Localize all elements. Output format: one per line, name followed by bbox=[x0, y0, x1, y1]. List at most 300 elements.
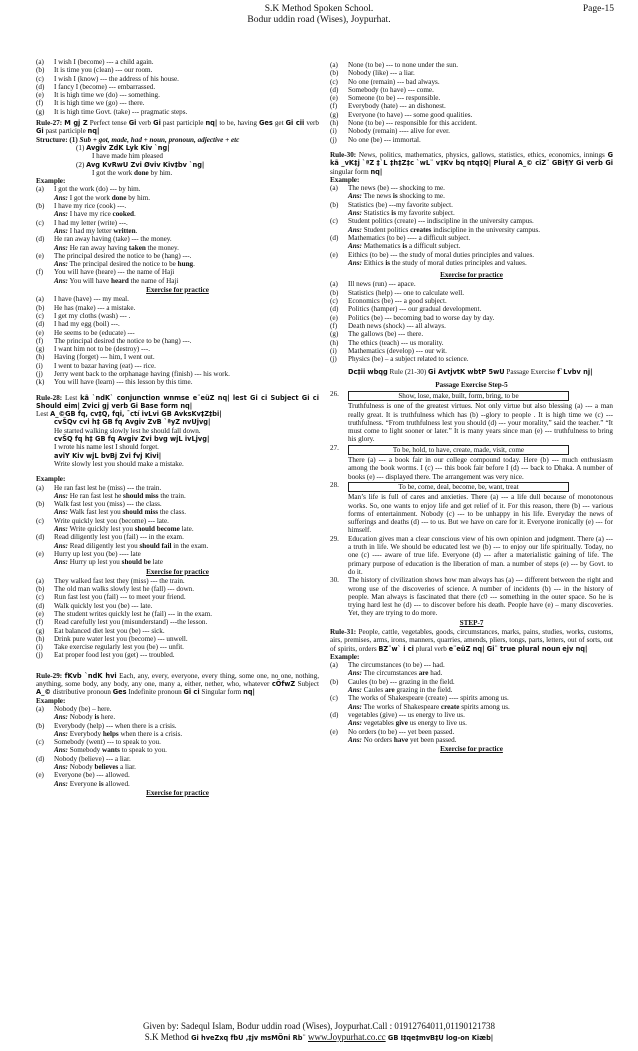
answer-post: spirits among us. bbox=[459, 702, 510, 711]
rule-27-bn-6: Gi cii bbox=[285, 119, 305, 128]
item-key: (f) bbox=[36, 336, 44, 345]
answer-pre: Student politics bbox=[363, 225, 411, 234]
list-item bbox=[36, 58, 319, 66]
item-text: Walk fast lest you (miss) --- the class. bbox=[54, 500, 162, 509]
answer-label: Ans: bbox=[348, 719, 362, 728]
item-text: The ethics (teach) --- us morality. bbox=[348, 338, 444, 347]
answer-line bbox=[36, 492, 319, 500]
answer-pre: Statistics bbox=[363, 209, 392, 218]
item-text: You will have (learn) --- this lesson by this time. bbox=[54, 378, 193, 387]
list-item bbox=[36, 329, 319, 337]
item-text: Economics (be) --- a good subject. bbox=[348, 297, 447, 306]
passage-30 bbox=[330, 576, 613, 617]
list-item bbox=[36, 185, 319, 193]
left-column bbox=[36, 58, 319, 798]
list-item bbox=[36, 610, 319, 618]
passage-27-body bbox=[348, 444, 613, 481]
item-key: (c) bbox=[36, 311, 44, 320]
rule-28-bn-3: A_©GB fq, cv‡Q, fqi, ¯ctí ivLvi GB AvksKv‡Z‡bi| bbox=[50, 410, 222, 419]
answer-label: Ans: bbox=[348, 686, 362, 695]
rule-30-en-2: singular form bbox=[330, 167, 369, 176]
list-item bbox=[36, 370, 319, 378]
answer-line bbox=[36, 260, 319, 268]
list-item bbox=[36, 577, 319, 585]
answer-key-word: creates bbox=[410, 225, 432, 234]
item-key: (b) bbox=[36, 585, 45, 594]
answer-pre: Mathematics bbox=[363, 242, 403, 251]
item-text: Hurry up lest you (be) ---- late bbox=[54, 549, 141, 558]
list-item bbox=[36, 304, 319, 312]
answer-post: when there is a crisis. bbox=[118, 729, 183, 738]
item-text: I wish I (become) --- a child again. bbox=[54, 58, 154, 66]
answer-key-word: is bbox=[94, 713, 100, 722]
item-text: Everybody (help) --- when there is a crisis. bbox=[54, 721, 177, 730]
item-text: Somebody (went) --- to speak to you. bbox=[54, 738, 161, 747]
answer-key-word: should miss bbox=[122, 508, 159, 517]
structure-2-en-a: I got the work bbox=[92, 168, 135, 177]
answer-line bbox=[330, 209, 613, 217]
item-key: (a) bbox=[36, 185, 44, 194]
rule-31-en-2: plural verb bbox=[415, 644, 447, 653]
rule-27 bbox=[36, 119, 319, 136]
item-text: I wish I (know) --- the address of his house. bbox=[54, 74, 179, 83]
rule-29-bn-3: A_© bbox=[36, 688, 51, 697]
item-text: The circumstances (to be) --- had. bbox=[348, 661, 445, 670]
item-key: (g) bbox=[36, 107, 45, 116]
answer-key-word: create bbox=[440, 702, 460, 711]
item-text: Jerry went back to the orphanage having (finish) --- his work. bbox=[54, 369, 230, 378]
practice-heading-29: Exercise for practice bbox=[146, 788, 209, 797]
item-key: (e) bbox=[330, 94, 338, 103]
item-text: Run fast lest you (fail) --- to meet your friend. bbox=[54, 593, 186, 602]
structure-label: Structure: (1) bbox=[36, 135, 78, 144]
practice-heading-28: Exercise for practice bbox=[146, 567, 209, 576]
item-key: (b) bbox=[36, 721, 45, 730]
rule-30-bn-3: nq| bbox=[370, 167, 383, 176]
rule-31-bn-2: e¨eüZ nq| Gi¨ true plural noun bbox=[448, 644, 561, 653]
rule-27-bn-2: Gi bbox=[128, 119, 137, 128]
example-heading: Example: bbox=[36, 177, 66, 186]
rule-31-en-1: People, cattle, vegetables, goods, circumstances, marks, pains, studies, works, customs, airs, premises, arms, irons, manners, quarries, amends, pliers, tongs, parts, letters, out of sorts, out of spirits, orders bbox=[330, 628, 613, 653]
item-text: It is high time we (go) --- there. bbox=[54, 99, 145, 108]
answer-post: us energy to live us. bbox=[407, 719, 467, 728]
item-key: (g) bbox=[36, 626, 45, 635]
item-key: (e) bbox=[330, 313, 338, 322]
rule-27-text-7: past participle bbox=[45, 127, 86, 136]
list-item bbox=[330, 86, 613, 94]
item-key: (j) bbox=[36, 369, 43, 378]
item-key: (b) bbox=[36, 202, 45, 211]
example-heading-28: Example: bbox=[36, 475, 66, 484]
list-item bbox=[36, 593, 319, 601]
passage-28-number: 28. bbox=[330, 480, 339, 489]
rule-30-en-1: News, politics, mathematics, physics, gallows, statistics, ethics, economics, innings bbox=[358, 150, 605, 159]
item-text: No one (be) --- immortal. bbox=[348, 135, 421, 144]
item-key: (c) bbox=[330, 297, 338, 306]
item-text: No orders (to be) --- yet been passed. bbox=[348, 727, 455, 736]
item-text: I went to bazar having (eat) --- rice. bbox=[54, 361, 156, 370]
answer-line bbox=[36, 194, 319, 202]
item-text: He seems to be (educate) --- bbox=[54, 328, 135, 337]
rule-27-text-2: verb bbox=[138, 119, 152, 128]
answer-pre: I got the work bbox=[69, 193, 112, 202]
structure-text: Sub + got, made, had + noun, pronoun, adjective + etc bbox=[79, 135, 240, 144]
item-text: Physics (be) – a subject related to science. bbox=[348, 355, 469, 364]
answer-key-word: is bbox=[391, 209, 397, 218]
item-text: Mathematics (to be) ---- a difficult subject. bbox=[348, 233, 471, 242]
answer-key-word: is bbox=[392, 192, 398, 201]
list-item bbox=[36, 602, 319, 610]
answer-post: the train. bbox=[158, 491, 186, 500]
item-key: (e) bbox=[36, 549, 44, 558]
list-item bbox=[330, 678, 613, 686]
answer-line bbox=[330, 719, 613, 727]
answer-line bbox=[330, 686, 613, 694]
answer-pre: Caules bbox=[363, 686, 385, 695]
item-key: (b) bbox=[36, 303, 45, 312]
item-text: Politics (hamper) --- our gradual development. bbox=[348, 305, 482, 314]
answer-label: Ans: bbox=[348, 702, 362, 711]
answer-line bbox=[36, 763, 319, 771]
page-header bbox=[0, 4, 638, 26]
item-text: Student politics (create) --- indiscipline in the university campus. bbox=[348, 217, 534, 226]
footer-bn-2: GB I‡qe‡mvB‡U log-on Kiæb| bbox=[387, 1034, 494, 1042]
item-key: (e) bbox=[36, 91, 44, 100]
item-key: (d) bbox=[36, 82, 45, 91]
answer-post: by him. bbox=[126, 193, 151, 202]
item-key: (a) bbox=[330, 661, 338, 670]
answer-post: to speak to you. bbox=[119, 746, 167, 755]
item-key: (b) bbox=[330, 69, 339, 78]
item-text: I got the work (do) --- by him. bbox=[54, 185, 141, 194]
rule-28-en-3: Write slowly lest you should make a mistake. bbox=[54, 459, 184, 468]
example-heading-31: Example: bbox=[330, 652, 360, 661]
passage-26-number: 26. bbox=[330, 389, 339, 398]
answer-post: late. bbox=[179, 525, 194, 534]
answer-post: in the exam. bbox=[171, 541, 209, 550]
answer-key-word: hung bbox=[177, 260, 194, 269]
list-item bbox=[330, 347, 613, 355]
answer-post: the money. bbox=[145, 243, 179, 252]
passage-heading: Passage Exercise Step-5 bbox=[435, 380, 508, 389]
item-key: (a) bbox=[36, 704, 44, 713]
answer-pre: Walk fast lest you bbox=[69, 508, 123, 517]
answer-key-word: are bbox=[418, 669, 429, 678]
item-key: (e) bbox=[330, 250, 338, 259]
list-item bbox=[36, 378, 319, 386]
structure-line bbox=[36, 136, 319, 144]
list-item bbox=[330, 355, 613, 363]
item-text: The student writes quickly lest he (fail) --- in the exam. bbox=[54, 610, 213, 618]
passage-29 bbox=[330, 535, 613, 576]
rule-29-en-1: Each, any, every, everyone, every thing, some one, no one, nothing, anything, some body, any body, any one, many a, either, nether, who, whatever bbox=[36, 671, 319, 689]
item-key: (a) bbox=[36, 483, 44, 492]
answer-label: Ans: bbox=[54, 491, 68, 500]
answer-post: here. bbox=[99, 713, 116, 722]
answer-pre: Somebody bbox=[69, 746, 103, 755]
answer-line bbox=[36, 730, 319, 738]
answer-label: Ans: bbox=[54, 713, 68, 722]
item-text: Read diligently lest you (fail) --- in the exam. bbox=[54, 533, 184, 542]
answer-label: Ans: bbox=[54, 260, 68, 269]
answer-post: had. bbox=[428, 669, 443, 678]
rule-27-examples bbox=[36, 185, 319, 285]
rule-29-label: Rule-29: bbox=[36, 671, 63, 680]
list-item bbox=[36, 585, 319, 593]
rule-28-label: Rule-28: bbox=[36, 393, 63, 402]
item-text: Eat balanced diet lest you (be) --- sick. bbox=[54, 626, 165, 635]
list-item bbox=[36, 533, 319, 541]
item-key: (d) bbox=[36, 754, 45, 763]
item-key: (h) bbox=[36, 634, 45, 643]
list-item bbox=[36, 75, 319, 83]
item-text: The principal desired the notice to be (hang) ---. bbox=[54, 336, 192, 345]
item-text: He has (make) --- a mistake. bbox=[54, 303, 136, 312]
list-item bbox=[330, 280, 613, 288]
answer-key-word: are bbox=[384, 686, 395, 695]
rule-28-en-2: I wrote his name lest I should forget. bbox=[54, 443, 159, 452]
rule-29-bn-2: cÖfwZ bbox=[271, 680, 296, 689]
rule-27-bn-5: Ges bbox=[258, 119, 273, 128]
list-item bbox=[330, 111, 613, 119]
answer-pre: Nobody bbox=[69, 763, 95, 772]
rule-28-bn-4: cvŠQv cvi h‡ GB fq Avgiv ZvB `ªyZ nvUjvg| bbox=[54, 418, 211, 427]
item-text: Everyone (to have) --- some good qualities. bbox=[348, 110, 473, 119]
item-key: (f) bbox=[330, 102, 338, 111]
item-text: Eat proper food lest you (get) --- troubled. bbox=[54, 651, 175, 660]
list-item bbox=[330, 234, 613, 242]
rule-27-bn-3: Gi bbox=[153, 119, 161, 128]
item-key: (c) bbox=[330, 217, 338, 226]
item-text: I get my cloths (wash) --- . bbox=[54, 311, 131, 320]
item-key: (j) bbox=[36, 651, 43, 660]
item-text: Drink pure water lest you (become) --- unwell. bbox=[54, 634, 188, 643]
rule-29-en-3: distributive pronoun bbox=[52, 688, 111, 697]
answer-label: Ans: bbox=[54, 763, 68, 772]
answer-pre: I had my letter bbox=[69, 226, 114, 235]
answer-key-word: give bbox=[395, 719, 408, 728]
school-address: Bodur uddin road (Wises), Joypurhat. bbox=[247, 15, 391, 25]
structure-1-bn: Avgiv ZdK Lyk Kiv `ng| bbox=[86, 143, 170, 152]
rule-30-practice bbox=[330, 280, 613, 363]
answer-line bbox=[36, 746, 319, 754]
item-text: Nobody (like) --- a liar. bbox=[348, 69, 415, 78]
item-key: (i) bbox=[330, 346, 337, 355]
rule-31-label: Rule-31: bbox=[330, 628, 357, 636]
item-key: (b) bbox=[36, 500, 45, 509]
answer-key-word: heard bbox=[110, 276, 129, 285]
item-text: Write quickly lest you (become) --- late. bbox=[54, 516, 169, 525]
answer-key-word: is bbox=[385, 258, 391, 267]
answer-label: Ans: bbox=[54, 210, 68, 219]
item-text: I want him not to be (destroy) ---. bbox=[54, 345, 150, 354]
passage-27-number: 27. bbox=[330, 443, 339, 452]
item-key: (b) bbox=[330, 677, 339, 686]
answer-line bbox=[36, 508, 319, 516]
passage-29-text: Education gives man a clear conscious view of his own opinion and judgment. There (a) --- a truth in life. We should be educated lest we (b) --- to enjoy our life spiritually. Today, no one (c) ---- aware of true life. Everyone (d) --- after a materialistic gaining of life. The primary purpose of education is the liberation of man. a number of steps (e) --- by Govt. to do it. bbox=[348, 534, 613, 576]
answer-line bbox=[36, 525, 319, 533]
list-item bbox=[36, 219, 319, 227]
item-text: He ran fast lest he (miss) --- the train. bbox=[54, 483, 162, 492]
item-key: (h) bbox=[330, 338, 339, 347]
answer-line bbox=[330, 669, 613, 677]
rule-28-en-1: He started walking slowly lest he should fall down. bbox=[54, 426, 201, 435]
item-text: Nobody (remain) ---- alive for ever. bbox=[348, 127, 450, 136]
answer-line bbox=[36, 210, 319, 218]
list-item bbox=[36, 705, 319, 713]
item-key: (d) bbox=[330, 233, 339, 242]
passage-28-word-box: To be, come, deal, become, be, want, treat bbox=[348, 482, 569, 492]
item-text: Having (forget) --- him, I went out. bbox=[54, 353, 155, 362]
item-key: (g) bbox=[330, 330, 339, 339]
rule-27-bn-7: Gi bbox=[36, 127, 44, 136]
item-key: (c) bbox=[36, 516, 44, 525]
rule-28-lest-1: Lest bbox=[65, 393, 78, 402]
answer-label: Ans: bbox=[54, 541, 68, 550]
structure-2-bn: Avg KvRwU Zvi Øviv Kiv‡bv `ng| bbox=[86, 160, 205, 169]
passage-28 bbox=[330, 481, 613, 535]
list-item bbox=[36, 312, 319, 320]
list-item bbox=[330, 217, 613, 225]
list-item bbox=[330, 330, 613, 338]
answer-pre: Write quickly lest you bbox=[69, 525, 135, 534]
answer-key-word: believes bbox=[94, 763, 119, 772]
right-column bbox=[330, 61, 613, 754]
answer-pre: Read diligently lest you bbox=[69, 541, 140, 550]
list-item bbox=[330, 314, 613, 322]
item-key: (d) bbox=[36, 320, 45, 329]
answer-key-word: is bbox=[98, 779, 104, 788]
answer-label: Ans: bbox=[54, 276, 68, 285]
rule-29-bn-6: nq| bbox=[243, 688, 255, 697]
answer-pre: Hurry up lest you bbox=[69, 558, 122, 567]
item-text: I fancy I (become) --- embarrassed. bbox=[54, 82, 156, 91]
answer-post: my favorite subject. bbox=[396, 209, 455, 218]
item-text: Eithics (to be) --- the study of moral duties principles and values. bbox=[348, 250, 535, 259]
item-text: Statistics (help) --- one to calculate well. bbox=[348, 288, 464, 297]
answer-label: Ans: bbox=[348, 209, 362, 218]
item-key: (d) bbox=[330, 85, 339, 94]
answer-post: yet been passed. bbox=[408, 735, 457, 744]
structure-1-en: I have made him pleased bbox=[92, 152, 163, 161]
list-item bbox=[36, 337, 319, 345]
list-item bbox=[330, 61, 613, 69]
list-item bbox=[36, 66, 319, 74]
list-item bbox=[36, 202, 319, 210]
item-key: (c) bbox=[330, 694, 338, 703]
list-item bbox=[330, 661, 613, 669]
answer-post: shocking to me. bbox=[397, 192, 445, 201]
page-footer bbox=[0, 1021, 638, 1044]
list-item bbox=[36, 771, 319, 779]
list-item bbox=[36, 618, 319, 626]
example-heading-29: Example: bbox=[36, 696, 66, 705]
item-text: Someone (to be) --- responsible. bbox=[348, 94, 441, 103]
answer-label: Ans: bbox=[54, 508, 68, 517]
item-text: Take exercise regularly lest you (be) --- unfit. bbox=[54, 643, 184, 652]
answer-line bbox=[330, 736, 613, 744]
practice-heading-30: Exercise for practice bbox=[440, 271, 503, 280]
list-item bbox=[36, 362, 319, 370]
answer-pre: I have my rice bbox=[69, 210, 113, 219]
passage-26-word-box: Show, lose, make, built, form, bring, to be bbox=[348, 391, 569, 401]
list-item bbox=[36, 550, 319, 558]
rule-29 bbox=[36, 672, 319, 697]
item-text: I have my rice (cook) ---. bbox=[54, 202, 127, 211]
rule-30-bn-1: G kã _vK‡j `ªZ ‡`L ‡h‡Z‡c `wL¨ v‡Kv bq bbox=[330, 150, 613, 168]
answer-key-word: should become bbox=[134, 525, 180, 534]
answer-key-word: should miss bbox=[123, 491, 159, 500]
list-item bbox=[330, 728, 613, 736]
item-text: No one (remain) --- bad always. bbox=[348, 77, 440, 86]
item-text: Walk quickly lest you (be) --- late. bbox=[54, 601, 153, 610]
list-item bbox=[330, 251, 613, 259]
footer-bn-1: Gi hveZxq fbU ,‡jv msMÖni Rb¨ bbox=[191, 1034, 306, 1042]
answer-label: Ans: bbox=[54, 779, 68, 788]
answer-pre: You will have bbox=[69, 276, 111, 285]
answer-pre: The news bbox=[363, 192, 393, 201]
answer-key-word: should be bbox=[121, 558, 151, 567]
answer-label: Ans: bbox=[54, 729, 68, 738]
rule-27-text-6: verb bbox=[306, 119, 320, 128]
rule-27-text-3: past participle bbox=[162, 119, 204, 128]
list-item bbox=[330, 102, 613, 110]
rule-30-label: Rule-30: bbox=[330, 150, 357, 159]
list-item bbox=[330, 201, 613, 209]
rule-29-bn-1: fKvb `ndK hvi bbox=[64, 671, 117, 680]
answer-post: grazing in the field. bbox=[394, 686, 453, 695]
item-text: Everybody (hate) --- an dishonest. bbox=[348, 102, 446, 111]
footer-website-link[interactable]: www.Joypurhat.co.cc bbox=[308, 1032, 386, 1042]
rule-31 bbox=[330, 628, 613, 653]
passage-28-body bbox=[348, 481, 613, 535]
rule-31-bn-1: BZ¨w` i ci bbox=[378, 644, 414, 653]
item-text: The news (be) --- shocking to me. bbox=[348, 184, 445, 193]
list-item bbox=[330, 305, 613, 313]
list-item bbox=[36, 108, 319, 116]
list-item bbox=[36, 268, 319, 276]
list-item bbox=[36, 83, 319, 91]
item-key: (e) bbox=[36, 251, 44, 260]
item-key: (a) bbox=[330, 61, 338, 69]
list-item bbox=[330, 119, 613, 127]
rule-29-en-4: Indefinite pronoun bbox=[128, 688, 182, 697]
passage-27-text: There (a) --- a book fair in our college compound today. Here (b) --- much enthusiasm among the book worms. I (c) --- this book fair before I (d) --- back to Dhaka. A number of books (e) --- displayed there. The arrangement was very nice. bbox=[348, 456, 613, 481]
list-item bbox=[330, 184, 613, 192]
list-item bbox=[330, 289, 613, 297]
list-item bbox=[330, 94, 613, 102]
passage-28-text: Man’s life is full of cares and anxieties. There (a) --- a life dull because of monotonous works. So, one wants to enjoy life and get relief of it. For this reason, there (b) --- various forms of entertainment. Nobody (c) --- to be unhappy in his life. Everyday the news of sufferings and deaths (d) --- to us. But we have on care for it. Everyone ironically (e) --- for himself. bbox=[348, 493, 613, 535]
rule-30-examples bbox=[330, 184, 613, 267]
answer-pre: Nobody bbox=[69, 713, 95, 722]
note-en-2: Passage Exercise bbox=[506, 368, 556, 377]
footer-line-2 bbox=[0, 1032, 638, 1044]
step-7-heading: STEP-7 bbox=[459, 618, 484, 627]
passage-26 bbox=[330, 390, 613, 444]
answer-line bbox=[36, 277, 319, 285]
item-text: I have (have) --- my meal. bbox=[54, 295, 129, 304]
answer-line bbox=[330, 242, 613, 250]
item-key: (e) bbox=[36, 771, 44, 780]
answer-label: Ans: bbox=[54, 525, 68, 534]
item-key: (b) bbox=[330, 288, 339, 297]
list-item bbox=[36, 91, 319, 99]
answer-label: Ans: bbox=[348, 735, 362, 744]
item-key: (a) bbox=[36, 58, 44, 66]
list-item bbox=[36, 484, 319, 492]
list-item bbox=[36, 252, 319, 260]
list-item bbox=[36, 353, 319, 361]
